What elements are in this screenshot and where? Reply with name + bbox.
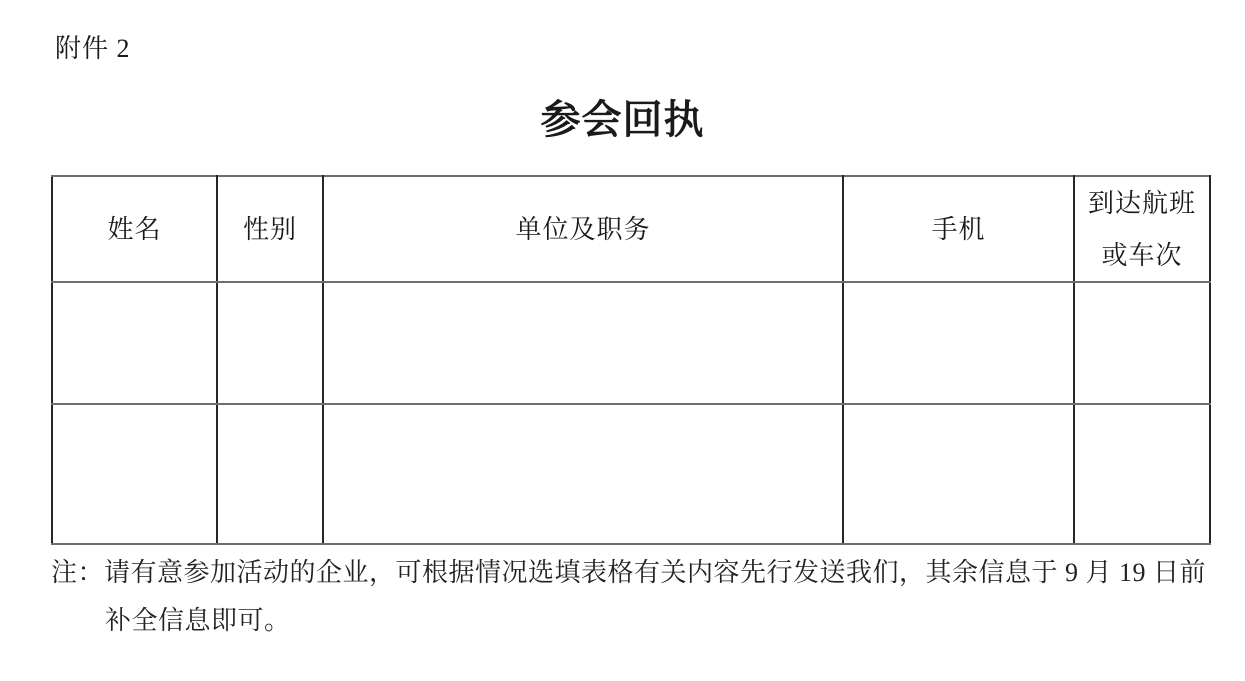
note-line-1: 注：请有意参加活动的企业，可根据情况选填表格有关内容先行发送我们，其余信息于 9 月 19 日前 (51, 558, 1207, 587)
cell-gender-2[interactable] (217, 404, 323, 544)
cell-name-1[interactable] (52, 282, 217, 404)
column-header-company: 单位及职务 (323, 176, 843, 282)
cell-arrival-2[interactable] (1074, 404, 1210, 544)
cell-arrival-1[interactable] (1074, 282, 1210, 404)
note-line-2: 补全信息即可。 (105, 606, 291, 635)
column-header-phone: 手机 (843, 176, 1074, 282)
cell-gender-1[interactable] (217, 282, 323, 404)
column-header-gender: 性别 (217, 176, 323, 282)
cell-company-1[interactable] (323, 282, 843, 404)
column-header-arrival: 到达航班或车次 (1074, 176, 1210, 282)
table-row (52, 404, 1210, 544)
page-title: 参会回执 (540, 97, 705, 142)
attachment-label: 附件 2 (55, 34, 131, 63)
cell-name-2[interactable] (52, 404, 217, 544)
note-block (51, 549, 1209, 645)
cell-company-2[interactable] (323, 404, 843, 544)
table-header-row (52, 176, 1210, 282)
column-header-name: 姓名 (52, 176, 217, 282)
cell-phone-1[interactable] (843, 282, 1074, 404)
table-row (52, 282, 1210, 404)
reply-table (51, 175, 1211, 545)
cell-phone-2[interactable] (843, 404, 1074, 544)
